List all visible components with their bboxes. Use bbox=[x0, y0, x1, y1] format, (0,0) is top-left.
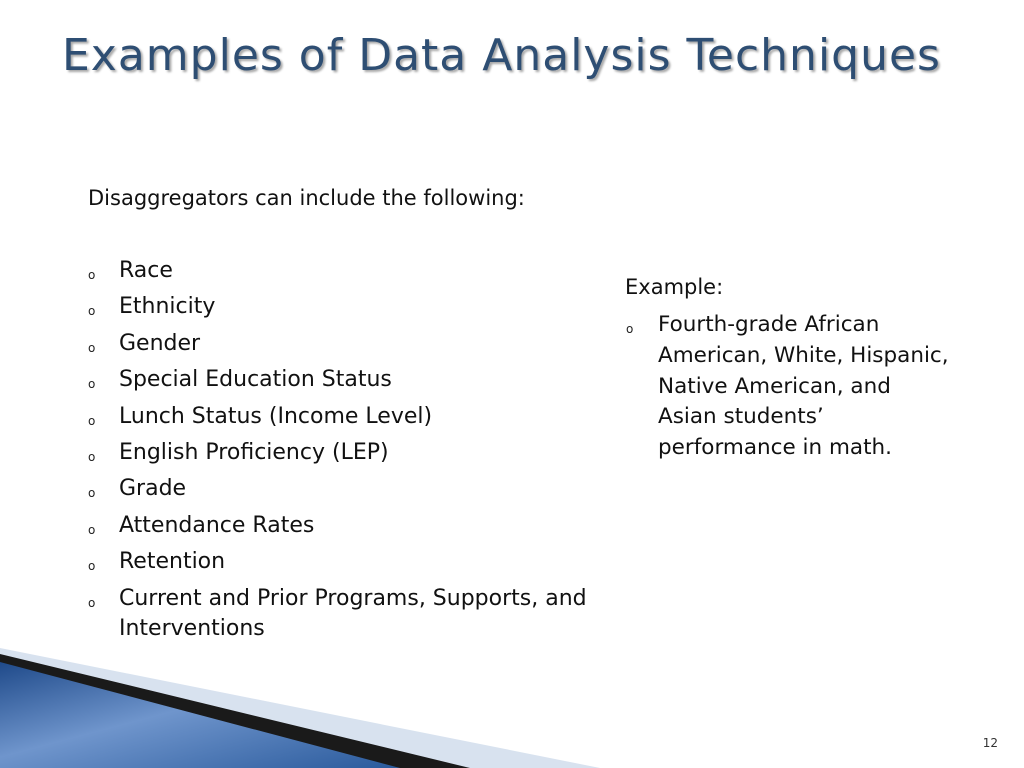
bullet-circle-icon: o bbox=[88, 268, 96, 282]
decorative-swoosh bbox=[0, 640, 1024, 768]
list-item-text: Grade bbox=[119, 476, 187, 502]
bullet-circle-icon: o bbox=[88, 595, 96, 610]
list-item bbox=[88, 365, 608, 395]
list-item bbox=[88, 438, 608, 468]
list-item bbox=[88, 511, 608, 541]
slide-title: Examples of Data Analysis Techniques bbox=[62, 30, 941, 81]
list-item-text: Retention bbox=[119, 549, 226, 575]
example-list bbox=[626, 310, 956, 464]
list-item bbox=[88, 547, 608, 577]
list-item bbox=[88, 474, 608, 504]
intro-text: Disaggregators can include the following: bbox=[88, 186, 525, 210]
example-item-text: Fourth-grade African American, White, Hispanic, Native American, and Asian students’ performance in math. bbox=[658, 312, 949, 461]
list-item bbox=[88, 584, 608, 644]
bullet-circle-icon: o bbox=[88, 413, 96, 428]
list-item-text: Current and Prior Programs, Supports, and Interventions bbox=[119, 585, 587, 641]
list-item-text: Special Education Status bbox=[119, 367, 392, 393]
bullet-circle-icon: o bbox=[88, 522, 96, 537]
page-number: 12 bbox=[982, 736, 998, 750]
list-item-text: Race bbox=[119, 258, 173, 283]
list-item bbox=[88, 256, 608, 286]
bullet-circle-icon: o bbox=[88, 377, 96, 392]
list-item bbox=[88, 292, 608, 322]
bullet-circle-icon: o bbox=[88, 559, 96, 574]
bullet-circle-icon: o bbox=[88, 304, 96, 319]
bullet-circle-icon: o bbox=[88, 449, 96, 464]
disaggregator-list bbox=[88, 256, 608, 650]
list-item bbox=[88, 402, 608, 432]
list-item-text: Lunch Status (Income Level) bbox=[119, 403, 433, 429]
example-label: Example: bbox=[625, 275, 724, 299]
list-item-text: Gender bbox=[119, 330, 201, 356]
bullet-circle-icon: o bbox=[88, 486, 96, 501]
list-item-text: Attendance Rates bbox=[119, 512, 315, 538]
list-item-text: Ethnicity bbox=[119, 294, 216, 320]
list-item bbox=[88, 329, 608, 359]
bullet-circle-icon: o bbox=[88, 340, 96, 355]
bullet-circle-icon: o bbox=[626, 322, 634, 336]
example-item bbox=[626, 310, 956, 464]
list-item-text: English Proficiency (LEP) bbox=[119, 439, 389, 465]
